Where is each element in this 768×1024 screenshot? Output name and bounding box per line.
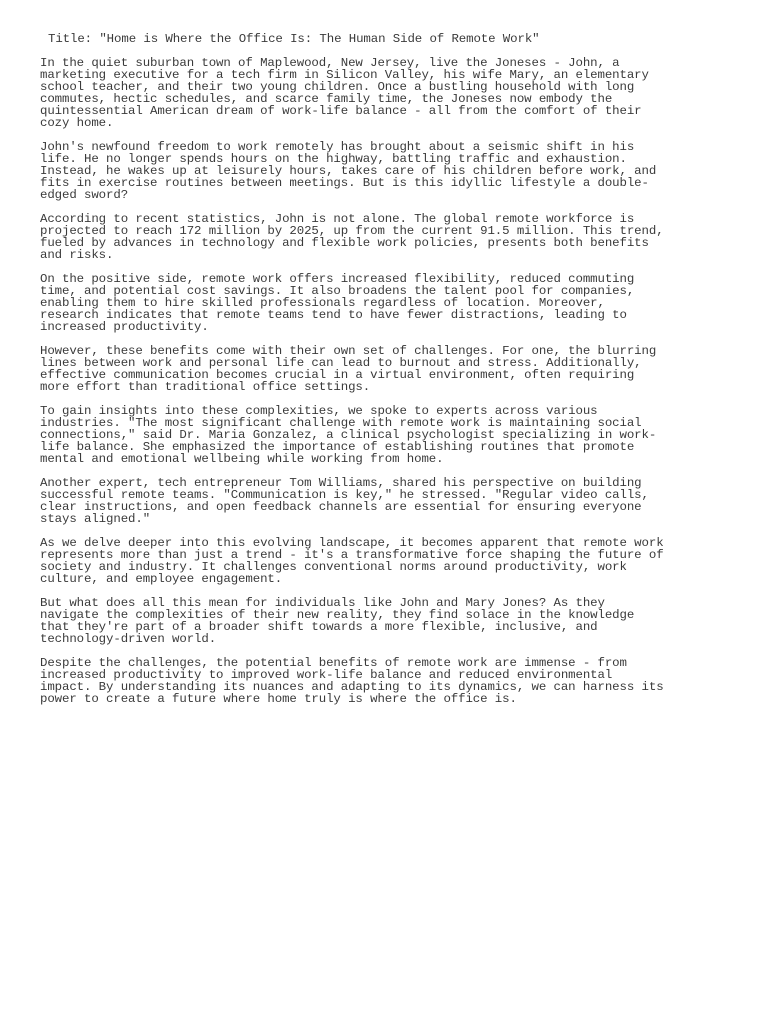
text-line: school teacher, and their two young children. Once a bustling household with long — [40, 80, 635, 94]
text-line: However, these benefits come with their own set of challenges. For one, the blurring — [40, 344, 657, 358]
text-line: To gain insights into these complexities, we spoke to experts across various — [40, 404, 598, 418]
text-line: life. He no longer spends hours on the highway, battling traffic and exhaustion. — [40, 152, 627, 166]
text-line: marketing executive for a tech firm in Silicon Valley, his wife Mary, an elementary — [40, 68, 649, 82]
text-line: In the quiet suburban town of Maplewood, New Jersey, live the Joneses - John, a — [40, 56, 620, 70]
text-line: But what does all this mean for individuals like John and Mary Jones? As they — [40, 596, 605, 610]
text-line: represents more than just a trend - it's a transformative force shaping the future of — [40, 548, 664, 562]
text-line: time, and potential cost savings. It also broadens the talent pool for companies, — [40, 284, 635, 298]
text-line: research indicates that remote teams tend to have fewer distractions, leading to — [40, 308, 627, 322]
paragraph — [40, 657, 704, 705]
text-line: navigate the complexities of their new reality, they find solace in the knowledge — [40, 608, 635, 622]
text-line: projected to reach 172 million by 2025, up from the current 91.5 million. This trend, — [40, 224, 664, 238]
text-line: Despite the challenges, the potential benefits of remote work are immense - from — [40, 656, 627, 670]
text-line: As we delve deeper into this evolving landscape, it becomes apparent that remote work — [40, 536, 664, 550]
text-line: successful remote teams. "Communication is key," he stressed. "Regular video calls, — [40, 488, 649, 502]
paragraph — [40, 141, 704, 201]
text-line: effective communication becomes crucial in a virtual environment, often requiring — [40, 368, 635, 382]
document-body — [40, 57, 704, 705]
document-page — [40, 33, 704, 717]
text-line: increased productivity to improved work-life balance and reduced environmental — [40, 668, 613, 682]
paragraph — [40, 273, 704, 333]
paragraph — [40, 57, 704, 129]
text-line: edged sword? — [40, 188, 129, 202]
paragraph — [40, 477, 704, 525]
text-line: technology-driven world. — [40, 632, 217, 646]
paragraph — [40, 537, 704, 585]
text-line: According to recent statistics, John is not alone. The global remote workforce is — [40, 212, 635, 226]
text-line: industries. "The most significant challenge with remote work is maintaining social — [40, 416, 642, 430]
text-line: cozy home. — [40, 116, 114, 130]
text-line: John's newfound freedom to work remotely has brought about a seismic shift in his — [40, 140, 635, 154]
text-line: quintessential American dream of work-life balance - all from the comfort of their — [40, 104, 642, 118]
text-line: impact. By understanding its nuances and adapting to its dynamics, we can harness its — [40, 680, 664, 694]
text-line: power to create a future where home truly is where the office is. — [40, 692, 517, 706]
text-line: stays aligned." — [40, 512, 151, 526]
paragraph — [40, 345, 704, 393]
paragraph — [40, 405, 704, 465]
paragraph — [40, 597, 704, 645]
text-line: life balance. She emphasized the importance of establishing routines that promote — [40, 440, 635, 454]
text-line: society and industry. It challenges conventional norms around productivity, work — [40, 560, 627, 574]
text-line: lines between work and personal life can lead to burnout and stress. Additionally, — [40, 356, 642, 370]
text-line: clear instructions, and open feedback channels are essential for ensuring everyone — [40, 500, 642, 514]
text-line: that they're part of a broader shift towards a more flexible, inclusive, and — [40, 620, 598, 634]
text-line: enabling them to hire skilled professionals regardless of location. Moreover, — [40, 296, 605, 310]
text-line: mental and emotional wellbeing while working from home. — [40, 452, 444, 466]
text-line: culture, and employee engagement. — [40, 572, 283, 586]
text-line: connections," said Dr. Maria Gonzalez, a clinical psychologist specializing in work- — [40, 428, 657, 442]
text-line: and risks. — [40, 248, 114, 262]
text-line: On the positive side, remote work offers increased flexibility, reduced commuting — [40, 272, 635, 286]
text-line: commutes, hectic schedules, and scarce family time, the Joneses now embody the — [40, 92, 613, 106]
text-line: Another expert, tech entrepreneur Tom Williams, shared his perspective on building — [40, 476, 642, 490]
text-line: increased productivity. — [40, 320, 209, 334]
text-line: fueled by advances in technology and flexible work policies, presents both benefits — [40, 236, 649, 250]
text-line: more effort than traditional office settings. — [40, 380, 371, 394]
text-line: fits in exercise routines between meetings. But is this idyllic lifestyle a double- — [40, 176, 649, 190]
text-line: Instead, he wakes up at leisurely hours, takes care of his children before work, and — [40, 164, 657, 178]
paragraph — [40, 213, 704, 261]
document-title: Title: "Home is Where the Office Is: The Human Side of Remote Work" — [48, 32, 540, 46]
